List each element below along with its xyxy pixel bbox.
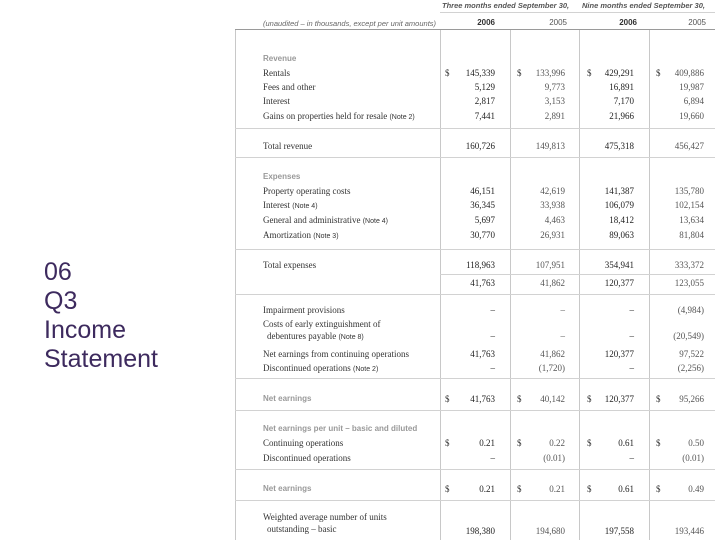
currency-symbol: $ [656,394,661,404]
net-earnings-per-unit-heading: Net earnings [263,484,312,493]
cell-value: 81,804 [679,230,704,240]
cell-value: 0.50 [688,438,704,448]
cell-value: 409,886 [674,68,704,78]
cell-value: 6,894 [683,96,704,106]
cell-value: 7,170 [613,96,634,106]
cell-value: 19,660 [679,111,704,121]
cell-value: 149,813 [535,141,565,151]
cell-value: (20,549) [673,331,704,341]
row-label: General and administrative (Note 4) [263,215,389,225]
currency-symbol: $ [587,484,592,494]
cell-value: 456,427 [674,141,704,151]
cell-value: – [629,453,634,463]
slide-title-line-4: Statement [44,345,158,373]
cell-value: 120,377 [604,278,634,288]
total-expenses-label: Total expenses [263,260,317,270]
row-rule [235,378,715,379]
cell-value: 36,345 [470,200,495,210]
row-label: Interest (Note 4) [263,200,318,210]
row-rule [235,128,715,129]
cell-value: (4,984) [677,305,704,315]
slide-title [44,258,158,374]
row-label: Continuing operations [263,438,344,448]
row-rule [235,410,715,411]
currency-symbol: $ [517,484,522,494]
cell-value: 41,763 [470,394,495,404]
cell-value: 30,770 [470,230,495,240]
row-label: Property operating costs [263,186,351,196]
cell-value: 133,996 [535,68,565,78]
cell-value: 95,266 [679,394,704,404]
row-rule [440,274,715,275]
cell-value: (0.01) [543,453,565,463]
cell-value: 141,387 [604,186,634,196]
header-year-ytd-2005: 2005 [688,18,706,27]
cell-value: 145,339 [465,68,495,78]
row-label: Amortization (Note 3) [263,230,339,240]
cell-value: 194,680 [535,526,565,536]
cell-value: 0.21 [479,484,495,494]
row-label: Net earnings from continuing operations [263,349,409,359]
row-rule [235,157,715,158]
cell-value: 16,891 [609,82,634,92]
cell-value: – [490,363,495,373]
cell-value: 26,931 [540,230,565,240]
header-three-months: Three months ended September 30, [442,1,570,10]
expenses-heading: Expenses [263,172,301,181]
cell-value: 354,941 [604,260,634,270]
cell-value: – [490,331,495,341]
row-rule [235,294,715,295]
row-label: debentures payable (Note 8) [267,331,364,341]
cell-value: 0.61 [618,484,634,494]
cell-value: 198,380 [465,526,495,536]
currency-symbol: $ [517,68,522,78]
cell-value: 120,377 [604,349,634,359]
cell-value: (0.01) [682,453,704,463]
cell-value: 3,153 [544,96,565,106]
income-statement-table [235,0,715,540]
cell-value: 13,634 [679,215,704,225]
cell-value: 123,055 [674,278,704,288]
currency-symbol: $ [445,438,450,448]
cell-value: 5,697 [474,215,495,225]
cell-value: 41,763 [470,349,495,359]
cell-value: 4,463 [544,215,565,225]
currency-symbol: $ [445,484,450,494]
per-unit-heading: Net earnings per unit – basic and diluted [263,424,418,433]
cell-value: 89,063 [609,230,634,240]
cell-value: 0.49 [688,484,704,494]
cell-value: – [629,331,634,341]
row-label: Weighted average number of units [263,512,387,522]
cell-value: 0.22 [549,438,565,448]
cell-value: 333,372 [674,260,704,270]
cell-value: 0.61 [618,438,634,448]
cell-value: 160,726 [465,141,495,151]
row-label: Impairment provisions [263,305,345,315]
cell-value: – [629,305,634,315]
cell-value: – [490,453,495,463]
currency-symbol: $ [445,394,450,404]
cell-value: 197,558 [604,526,634,536]
slide-title-line-3: Income [44,316,126,344]
cell-value: 106,079 [604,200,634,210]
cell-value: 2,891 [544,111,565,121]
column-divider [235,30,236,540]
cell-value: – [490,305,495,315]
cell-value: 107,951 [535,260,565,270]
row-label: Interest [263,96,290,106]
currency-symbol: $ [587,438,592,448]
currency-symbol: $ [517,438,522,448]
currency-symbol: $ [656,438,661,448]
currency-symbol: $ [517,394,522,404]
row-label: Rentals [263,68,290,78]
cell-value: 193,446 [674,526,704,536]
row-label: Discontinued operations [263,453,351,463]
currency-symbol: $ [656,484,661,494]
revenue-heading: Revenue [263,54,297,63]
row-rule [235,500,715,501]
cell-value: 102,154 [674,200,704,210]
cell-value: 429,291 [604,68,634,78]
header-year-q3-2006: 2006 [477,18,495,27]
header-year-ytd-2006: 2006 [619,18,637,27]
total-revenue-label: Total revenue [263,141,313,151]
row-rule [235,249,715,250]
cell-value: 120,377 [604,394,634,404]
cell-value: 135,780 [674,186,704,196]
cell-value: 7,441 [474,111,495,121]
cell-value: 19,987 [679,82,704,92]
cell-value: 41,763 [470,278,495,288]
cell-value: 97,522 [679,349,704,359]
currency-symbol: $ [587,68,592,78]
row-label: Fees and other [263,82,316,92]
cell-value: 118,963 [466,260,495,270]
row-label: Discontinued operations (Note 2) [263,363,379,373]
header-bottom-rule [235,29,715,30]
net-earnings-heading: Net earnings [263,394,312,403]
row-label: Costs of early extinguishment of [263,319,381,329]
cell-value: (1,720) [538,363,565,373]
currency-symbol: $ [587,394,592,404]
cell-value: 2,817 [474,96,495,106]
header-units-note: (unaudited – in thousands, except per unit amounts) [263,19,437,28]
header-nine-months: Nine months ended September 30, [582,1,705,10]
cell-value: 46,151 [470,186,495,196]
cell-value: – [629,363,634,373]
cell-value: 41,862 [540,278,565,288]
cell-value: 0.21 [549,484,565,494]
currency-symbol: $ [656,68,661,78]
row-rule [235,469,715,470]
header-rule [440,12,715,13]
cell-value: 18,412 [609,215,634,225]
slide-title-line-2: Q3 [44,287,78,315]
cell-value: 21,966 [609,111,634,121]
slide-title-line-1: 06 [44,258,72,286]
cell-value: – [560,331,565,341]
cell-value: – [560,305,565,315]
cell-value: (2,256) [677,363,704,373]
cell-value: 0.21 [479,438,495,448]
cell-value: 9,773 [544,82,565,92]
currency-symbol: $ [445,68,450,78]
cell-value: 42,619 [540,186,565,196]
cell-value: 475,318 [604,141,634,151]
cell-value: 33,938 [540,200,565,210]
cell-value: 41,862 [540,349,565,359]
cell-value: 40,142 [540,394,565,404]
row-label: Gains on properties held for resale (Note 2) [263,111,415,121]
header-year-q3-2005: 2005 [549,18,567,27]
row-label: outstanding – basic [267,524,337,534]
cell-value: 5,129 [474,82,495,92]
